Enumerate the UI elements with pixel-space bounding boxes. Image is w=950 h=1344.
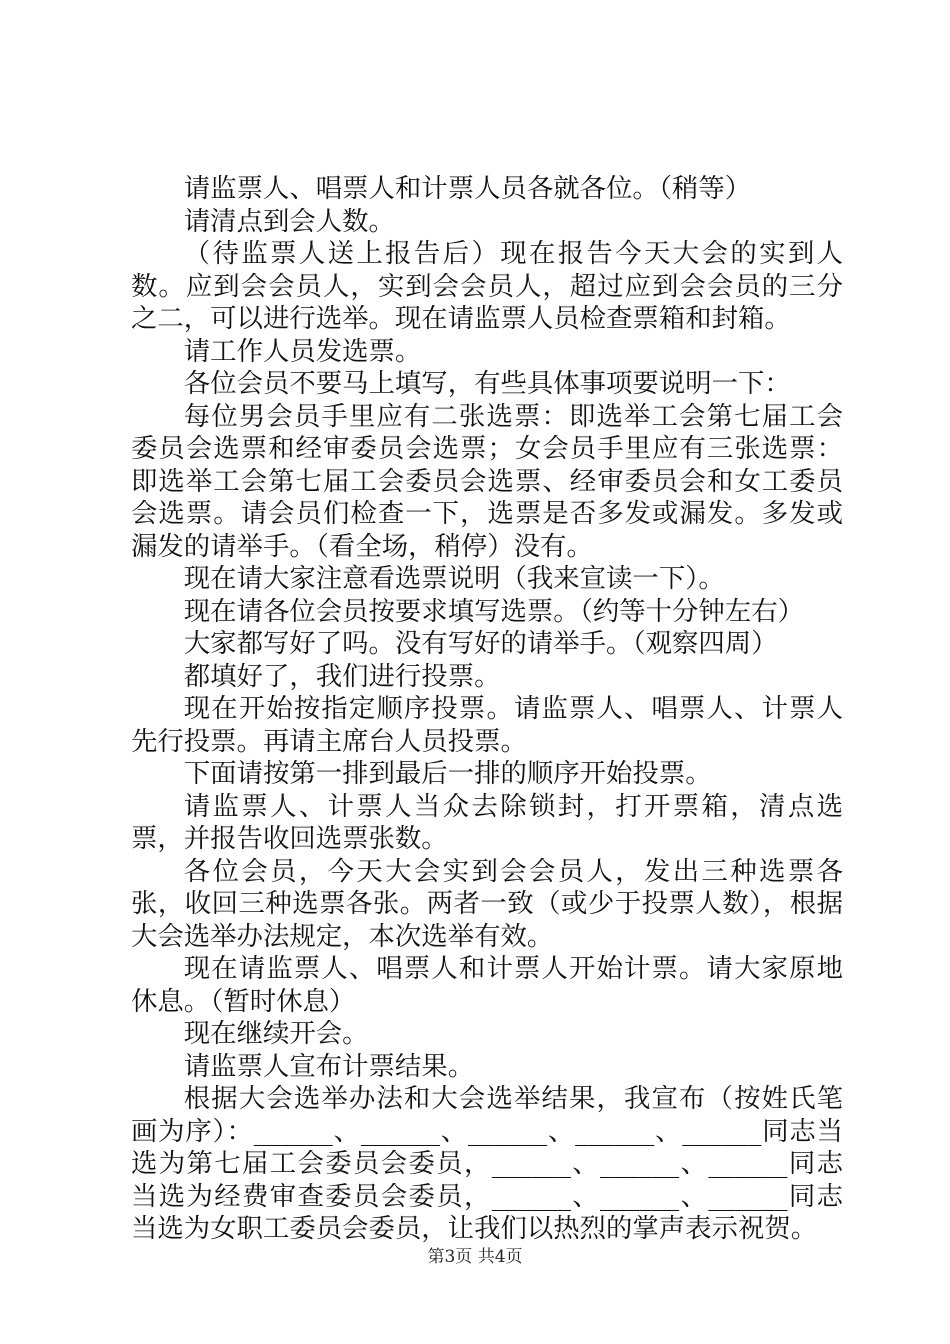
paragraph: 根据大会选举办法和大会选举结果，我宣布（按姓氏笔画为序）：______、______、______、______、______同志当选为第七届工会委员会委员，______、______、______同志当选为经费审查委员会委员，______、______、______同志当选为女职工委员会委员，让我们以热烈的掌声表示祝贺。 (131, 1083, 843, 1244)
paragraph: 请监票人、计票人当众去除锁封，打开票箱，清点选票，并报告收回选票张数。 (131, 790, 843, 854)
paragraph: 都填好了，我们进行投票。 (183, 660, 501, 692)
paragraph: 请监票人宣布计票结果。 (183, 1050, 475, 1082)
paragraph: 下面请按第一排到最后一排的顺序开始投票。 (183, 758, 712, 789)
paragraph: （待监票人送上报告后）现在报告今天大会的实到人数。应到会会员人，实到会会员人，超过应到会会员的三分之二，可以进行选举。现在请监票人员检查票箱和封箱。 (131, 238, 843, 334)
paragraph: 现在开始按指定顺序投票。请监票人、唱票人、计票人先行投票。再请主席台人员投票。 (131, 693, 843, 757)
paragraph: 各位会员，今天大会实到会会员人，发出三种选票各张，收回三种选票各张。两者一致（或少于投票人数），根据大会选举办法规定，本次选举有效。 (131, 855, 843, 952)
document-body (131, 173, 843, 1246)
paragraph: 现在继续开会。 (183, 1018, 369, 1049)
paragraph: 现在请监票人、唱票人和计票人开始计票。请大家原地休息。（暂时休息） (131, 953, 843, 1017)
paragraph: 各位会员不要马上填写，有些具体事项要说明一下： (183, 368, 791, 399)
paragraph: 现在请各位会员按要求填写选票。（约等十分钟左右） (183, 595, 804, 627)
paragraph: 请工作人员发选票。 (183, 335, 422, 367)
paragraph: 请监票人、唱票人和计票人员各就各位。（稍等） (183, 173, 752, 204)
paragraph: 现在请大家注意看选票说明（我来宣读一下）。 (183, 563, 725, 594)
paragraph: 每位男会员手里应有二张选票：即选举工会第七届工会委员会选票和经审委员会选票；女会员手里应有三张选票：即选举工会第七届工会委员会选票、经审委员会和女工委员会选票。请会员们检查一下，选票是否多发或漏发。多发或漏发的请举手。（看全场，稍停）没有。 (131, 400, 843, 562)
page-number-footer: 第3页 共4页 (427, 1247, 523, 1267)
paragraph: 请清点到会人数。 (183, 205, 395, 237)
paragraph: 大家都写好了吗。没有写好的请举手。（观察四周） (183, 628, 778, 659)
